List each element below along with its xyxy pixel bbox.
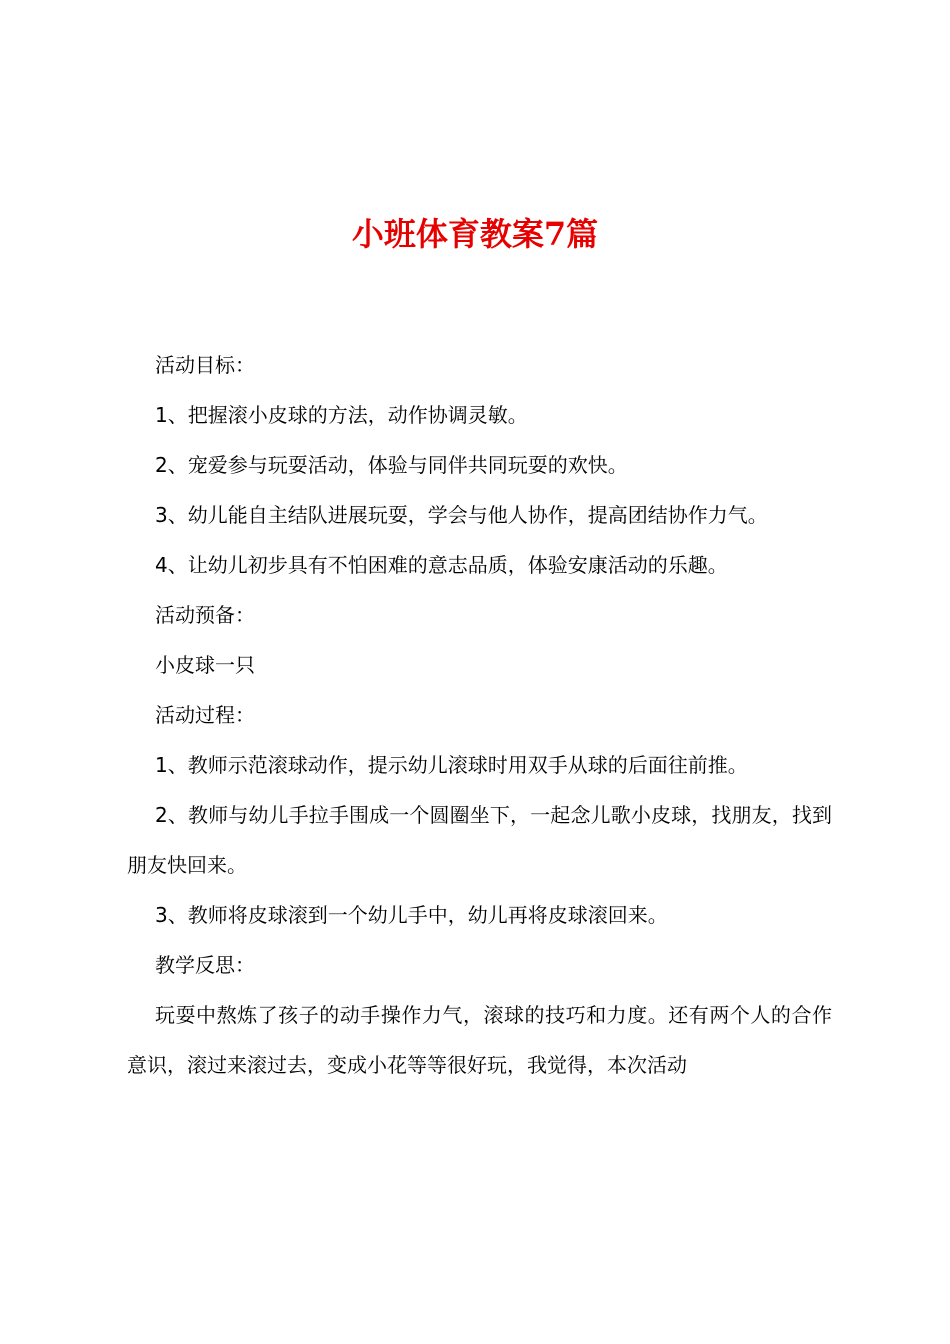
- document-title: 小班体育教案7篇: [351, 215, 599, 253]
- paragraph: 活动预备：: [155, 603, 255, 627]
- paragraph: 3、教师将皮球滚到一个幼儿手中，幼儿再将皮球滚回来。: [155, 903, 668, 927]
- paragraph: 教学反思：: [155, 953, 255, 977]
- paragraph: 小皮球一只: [155, 653, 255, 677]
- document-body: [127, 340, 832, 1090]
- paragraph: 3、幼儿能自主结队进展玩耍，学会与他人协作，提高团结协作力气。: [155, 503, 768, 527]
- paragraph: 活动过程：: [155, 703, 255, 727]
- paragraph: 活动目标：: [155, 353, 255, 377]
- paragraph: 1、把握滚小皮球的方法，动作协调灵敏。: [155, 403, 528, 427]
- paragraph: 4、让幼儿初步具有不怕困难的意志品质，体验安康活动的乐趣。: [155, 553, 728, 577]
- paragraph: 2、宠爱参与玩耍活动，体验与同伴共同玩耍的欢快。: [155, 453, 628, 477]
- paragraph: 玩耍中熬炼了孩子的动手操作力气，滚球的技巧和力度。还有两个人的合作意识，滚过来滚过去，变成小花等等很好玩，我觉得，本次活动: [127, 1003, 832, 1077]
- paragraph: 2、教师与幼儿手拉手围成一个圆圈坐下，一起念儿歌小皮球，找朋友，找到朋友快回来。: [127, 803, 832, 877]
- paragraph: 1、教师示范滚球动作，提示幼儿滚球时用双手从球的后面往前推。: [155, 753, 748, 777]
